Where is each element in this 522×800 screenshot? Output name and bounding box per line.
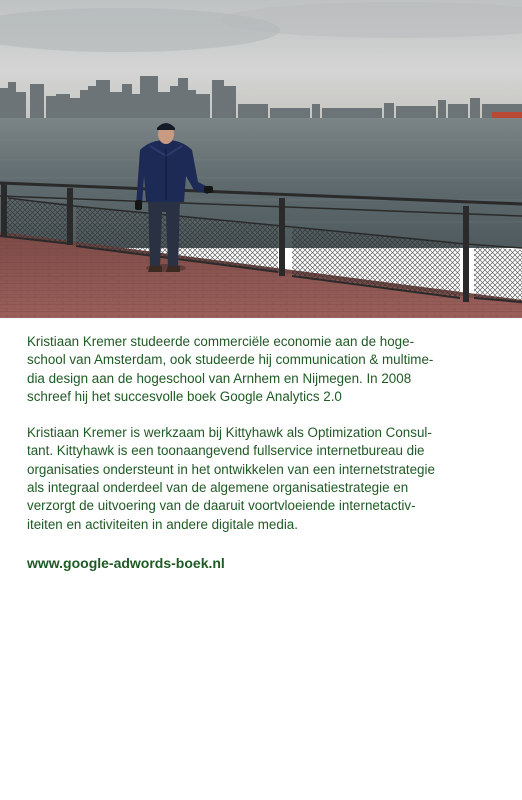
- author-photo: [0, 0, 522, 318]
- bio-paragraph-education: Kristiaan Kremer studeerde commerciële economie aan de hoge- school van Amsterdam, ook studeerde hij communication & multime- dia design aan de hogeschool van Arnhem en Nijmegen. In 2008 schreef hij het succesvolle boek Google Analytics 2.0: [27, 334, 434, 404]
- author-bio: [27, 333, 502, 572]
- website-link[interactable]: www.google-adwords-boek.nl: [27, 554, 225, 571]
- bio-paragraph-work: Kristiaan Kremer is werkzaam bij Kittyhawk als Optimization Consul- tant. Kittyhawk is een toonaangevend fullservice internetbureau die organisaties ondersteunt in het ontwikkelen van een internetstrategie als integraal onderdeel van de algemene organisatiestrategie en verzorgt de uitvoering van de daaruit voortvloeiende internetactiv- iteiten en activiteiten in andere digitale media.: [27, 425, 435, 532]
